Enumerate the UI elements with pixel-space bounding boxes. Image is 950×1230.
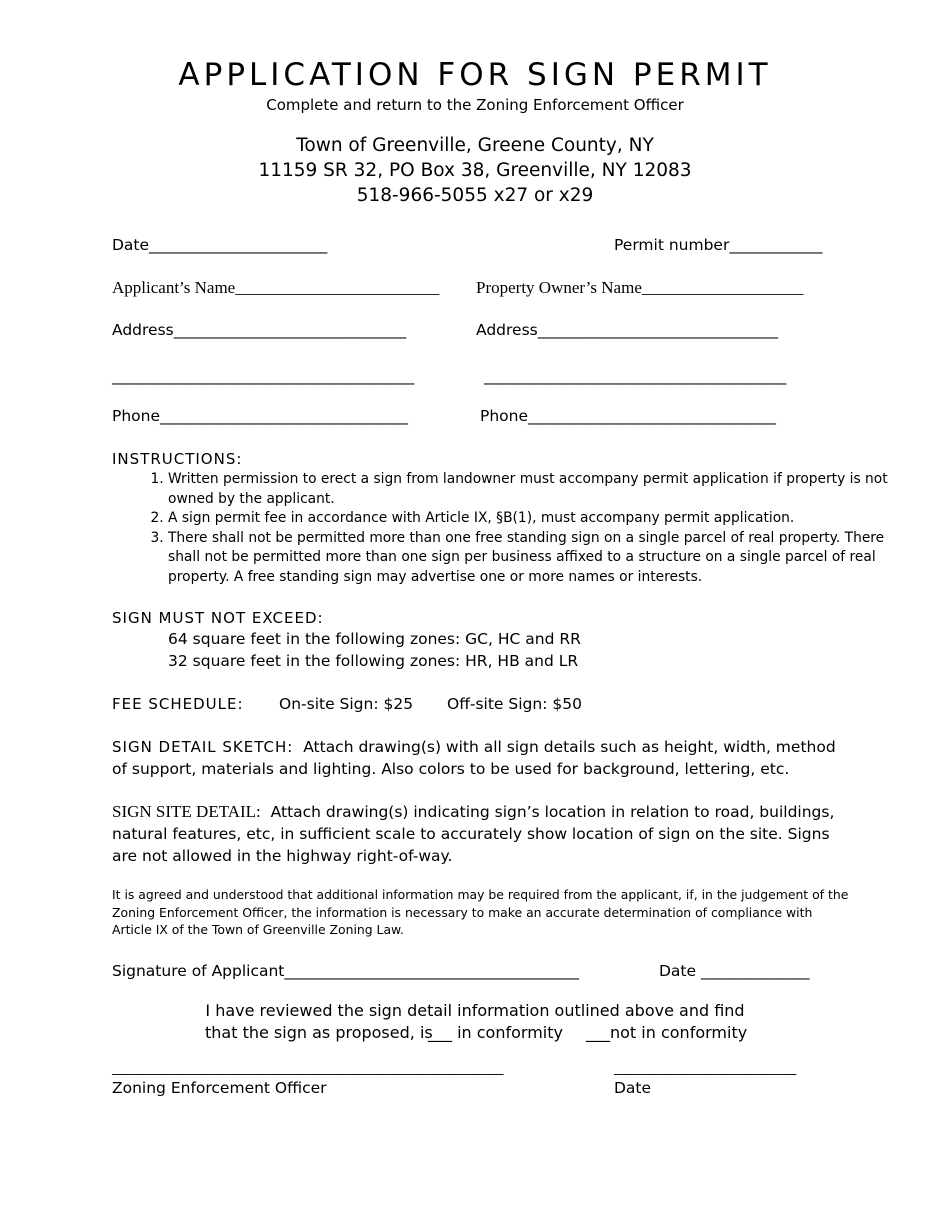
fee-heading: FEE SCHEDULE: [112, 695, 244, 713]
site-heading: SIGN SITE DETAIL: [112, 802, 261, 821]
officer-signature-line[interactable]: __________________________________________________________ [112, 1060, 504, 1076]
page-subtitle: Complete and return to the Zoning Enforcement Officer [266, 96, 684, 114]
fee-onsite: On-site Sign: $25 [279, 695, 414, 713]
applicant-signature-field[interactable]: Signature of Applicant______________________________________ [112, 962, 579, 980]
instructions-heading: INSTRUCTIONS: [112, 450, 243, 468]
owner-address-line2[interactable]: _______________________________________ [484, 367, 787, 385]
town-address: 11159 SR 32, PO Box 38, Greenville, NY 12083 [258, 160, 692, 181]
applicant-name-field[interactable]: Applicant’s Name________________________ [112, 278, 440, 297]
site-section [112, 801, 847, 867]
applicant-address-field[interactable]: Address______________________________ [112, 321, 407, 339]
applicant-phone-field[interactable]: Phone________________________________ [112, 407, 409, 425]
officer-label: Zoning Enforcement Officer [112, 1079, 327, 1097]
signature-date-field[interactable]: Date ______________ [659, 962, 810, 980]
owner-phone-field[interactable]: Phone________________________________ [480, 407, 777, 425]
in-conformity-option[interactable]: ___ in conformity [428, 1023, 563, 1042]
date-field[interactable]: Date_______________________ [112, 236, 328, 254]
town-name: Town of Greenville, Greene County, NY [296, 135, 654, 156]
officer-date-line[interactable]: ___________________________ [614, 1060, 797, 1076]
instruction-item: 3. There shall not be permitted more than one free standing sign on a single parcel of real property. There shall not be permitted more than one sign per business affixed to a structure on a single parcel of real property. A free standing sign may advertise one or more names or interests. [168, 529, 903, 588]
fee-offsite: Off-site Sign: $50 [447, 695, 582, 713]
applicant-address-line2[interactable]: _______________________________________ [112, 367, 415, 385]
limit-line-1: 64 square feet in the following zones: GC, HC and RR [168, 630, 581, 648]
town-phone: 518-966-5055 x27 or x29 [356, 185, 594, 206]
site-text: Attach drawing(s) indicating sign’s location in relation to road, buildings, natural features, etc, in sufficient scale to accurately show location of sign on the site. Signs are not allowed in the highway right-of-way. [112, 803, 835, 865]
instruction-item: 1. Written permission to erect a sign from landowner must accompany permit application if property is not owned by the applicant. [168, 470, 903, 509]
sketch-text: Attach drawing(s) with all sign details such as height, width, method of support, materials and lighting. Also colors to be used for background, lettering, etc. [112, 738, 836, 778]
instruction-item: 2. A sign permit fee in accordance with Article IX, §B(1), must accompany permit application. [168, 509, 903, 529]
owner-name-field[interactable]: Property Owner’s Name___________________ [476, 278, 804, 297]
limit-line-2: 32 square feet in the following zones: HR, HB and LR [168, 652, 579, 670]
sketch-section [112, 736, 847, 780]
not-in-conformity-option[interactable]: ___not in conformity [586, 1023, 748, 1042]
review-line-1: I have reviewed the sign detail information outlined above and find [205, 1001, 745, 1020]
officer-date-label: Date [614, 1079, 652, 1097]
owner-address-field[interactable]: Address_______________________________ [476, 321, 778, 339]
page-title: APPLICATION FOR SIGN PERMIT [178, 57, 772, 93]
limits-heading: SIGN MUST NOT EXCEED: [112, 609, 324, 627]
permit-number-field[interactable]: Permit number____________ [614, 236, 823, 254]
instructions-list [112, 470, 903, 587]
sketch-heading: SIGN DETAIL SKETCH: [112, 738, 294, 756]
agreement-text: It is agreed and understood that additional information may be required from the applicant, if, in the judgement of the Zoning Enforcement Officer, the information is necessary to make an accurate determination of compliance with Article IX of the Town of Greenville Zoning Law. [112, 887, 849, 937]
review-line-2: that the sign as proposed, is [205, 1023, 433, 1042]
